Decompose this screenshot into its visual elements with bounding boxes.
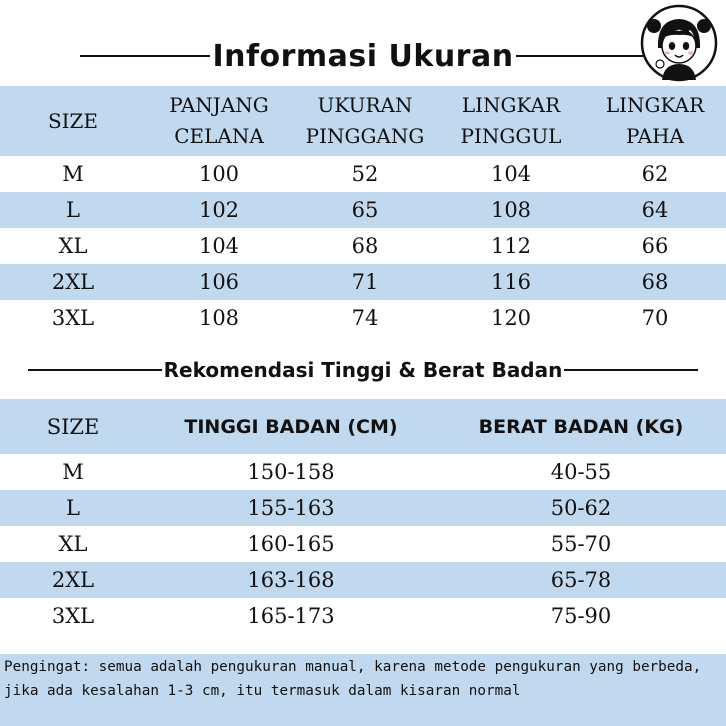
cell-size: L <box>0 490 146 526</box>
cell-size: 3XL <box>0 598 146 634</box>
cell-size: M <box>0 156 146 192</box>
cell-tinggi: 163-168 <box>146 562 436 598</box>
table-row <box>0 300 726 336</box>
header-ukuran-pinggang: UKURAN PINGGANG <box>292 86 438 156</box>
cell-paha: 70 <box>584 300 726 336</box>
cell-size: 3XL <box>0 300 146 336</box>
cell-size: XL <box>0 526 146 562</box>
cell-pinggang: 71 <box>292 264 438 300</box>
cell-paha: 64 <box>584 192 726 228</box>
recommendation-title-bar <box>28 350 698 390</box>
cell-pinggang: 52 <box>292 156 438 192</box>
recommendation-title: Rekomendasi Tinggi & Berat Badan <box>163 358 563 382</box>
cell-pinggul: 108 <box>438 192 584 228</box>
cell-tinggi: 165-173 <box>146 598 436 634</box>
title-right-rule <box>516 55 646 57</box>
table-row <box>0 228 726 264</box>
cell-pinggang: 74 <box>292 300 438 336</box>
title-left-rule <box>28 369 162 371</box>
cell-size: 2XL <box>0 562 146 598</box>
header-lingkar-paha: LINGKAR PAHA <box>584 86 726 156</box>
rec-table-header <box>0 399 726 454</box>
cell-panjang: 104 <box>146 228 292 264</box>
cell-berat: 50-62 <box>436 490 726 526</box>
header-lingkar-pinggul: LINGKAR PINGGUL <box>438 86 584 156</box>
cell-berat: 40-55 <box>436 454 726 490</box>
cell-panjang: 108 <box>146 300 292 336</box>
girl-avatar-icon <box>640 4 718 82</box>
cell-panjang: 106 <box>146 264 292 300</box>
header-size: SIZE <box>0 399 146 454</box>
size-info-title-bar <box>80 34 646 78</box>
title-right-rule <box>564 369 698 371</box>
cell-pinggang: 65 <box>292 192 438 228</box>
cell-tinggi: 160-165 <box>146 526 436 562</box>
cell-tinggi: 155-163 <box>146 490 436 526</box>
table-row <box>0 264 726 300</box>
cell-paha: 62 <box>584 156 726 192</box>
table-row <box>0 454 726 490</box>
reminder-note: Pengingat: semua adalah pengukuran manual, karena metode pengukuran yang berbeda, jika ada kesalahan 1-3 cm, itu termasuk dalam kisaran normal <box>0 654 726 726</box>
title-left-rule <box>80 55 210 57</box>
header-berat-badan: BERAT BADAN (KG) <box>436 399 726 454</box>
cell-berat: 55-70 <box>436 526 726 562</box>
table-row <box>0 526 726 562</box>
size-table-header <box>0 86 726 156</box>
table-row <box>0 192 726 228</box>
table-row <box>0 562 726 598</box>
header-tinggi-badan: TINGGI BADAN (CM) <box>146 399 436 454</box>
table-row <box>0 598 726 634</box>
cell-pinggul: 104 <box>438 156 584 192</box>
cell-paha: 68 <box>584 264 726 300</box>
cell-paha: 66 <box>584 228 726 264</box>
cell-panjang: 100 <box>146 156 292 192</box>
header-panjang-celana: PANJANG CELANA <box>146 86 292 156</box>
cell-berat: 75-90 <box>436 598 726 634</box>
header-size: SIZE <box>0 86 146 156</box>
cell-pinggul: 120 <box>438 300 584 336</box>
cell-pinggul: 116 <box>438 264 584 300</box>
cell-size: L <box>0 192 146 228</box>
cell-size: M <box>0 454 146 490</box>
cell-tinggi: 150-158 <box>146 454 436 490</box>
recommendation-table <box>0 399 726 634</box>
cell-pinggang: 68 <box>292 228 438 264</box>
table-row <box>0 490 726 526</box>
table-row <box>0 156 726 192</box>
cell-panjang: 102 <box>146 192 292 228</box>
cell-pinggul: 112 <box>438 228 584 264</box>
cell-berat: 65-78 <box>436 562 726 598</box>
cell-size: XL <box>0 228 146 264</box>
size-table <box>0 86 726 336</box>
cell-size: 2XL <box>0 264 146 300</box>
page-title: Informasi Ukuran <box>212 38 514 74</box>
